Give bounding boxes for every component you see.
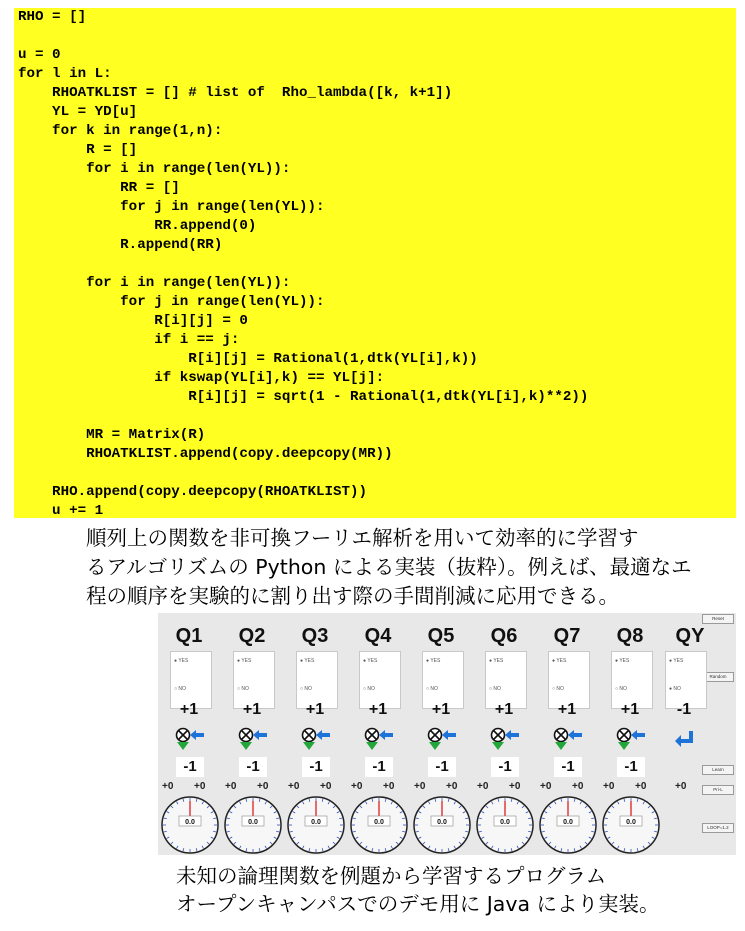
no-label: NO (178, 686, 186, 692)
reset-button[interactable]: Reset (702, 614, 734, 624)
zero-label: +0 (446, 781, 458, 792)
no-label: NO (556, 686, 564, 692)
yes-label: YES (304, 658, 315, 664)
code-line (18, 464, 736, 483)
output-column (659, 613, 721, 855)
gauge-value: 0.0 (374, 819, 384, 826)
code-block (14, 8, 736, 518)
yes-label: YES (367, 658, 378, 664)
yes-radio[interactable] (300, 658, 314, 664)
radio-circle-icon: ○ (615, 686, 620, 692)
zero-label: +0 (194, 781, 206, 792)
caption-line: るアルゴリズムの Python による実装（抜粋）。例えば、最適なエ (86, 555, 692, 579)
yes-label: YES (493, 658, 504, 664)
question-label: Q6 (490, 625, 518, 647)
xor-gate-icon[interactable] (489, 727, 523, 751)
question-label: Q1 (175, 625, 203, 647)
code-line: RR = [] (18, 180, 180, 196)
caption-python (86, 524, 736, 611)
code-line: R = [] (18, 142, 138, 158)
yes-label: YES (178, 658, 189, 664)
question-label: Q3 (301, 625, 329, 647)
caption-line: 程の順序を実験的に割り出す際の手間削減に応用できる。 (86, 584, 619, 608)
radio-circle-icon: ○ (363, 686, 368, 692)
return-arrow-icon (673, 729, 697, 749)
zero-label: +0 (603, 781, 615, 792)
radio-circle-icon: ○ (426, 686, 431, 692)
no-radio[interactable] (552, 686, 564, 692)
radio-dot-icon: ● (615, 658, 620, 664)
radio-dot-icon: ● (669, 686, 674, 692)
code-line: RR.append(0) (18, 218, 257, 234)
radio-dot-icon: ● (174, 658, 179, 664)
plus-weight: +1 (242, 701, 262, 718)
code-line (18, 407, 736, 426)
radio-circle-icon: ○ (489, 686, 494, 692)
yes-label: YES (241, 658, 252, 664)
minus-weight: -1 (428, 757, 456, 777)
zero-label: +0 (572, 781, 584, 792)
no-radio[interactable] (300, 686, 312, 692)
question-column (158, 613, 220, 855)
yes-label: YES (430, 658, 441, 664)
code-line: for i in range(len(YL)): (18, 275, 291, 291)
xor-gate-icon[interactable] (237, 727, 271, 751)
code-line: RHO.append(copy.deepcopy(RHOATKLIST)) (18, 484, 368, 500)
question-column (536, 613, 598, 855)
code-line: u = 0 (18, 47, 61, 63)
radio-dot-icon: ● (300, 658, 305, 664)
code-line: for l in L: (18, 66, 112, 82)
yes-label: YES (619, 658, 630, 664)
code-line: RHO = [] (18, 9, 87, 25)
xor-gate-icon[interactable] (552, 727, 586, 751)
no-label: NO (304, 686, 312, 692)
question-column (473, 613, 535, 855)
zero-label: +0 (351, 781, 363, 792)
code-line: if kswap(YL[i],k) == YL[j]: (18, 370, 385, 386)
zero-label: +0 (540, 781, 552, 792)
print-button[interactable]: Pri-L (702, 785, 734, 795)
xor-gate-icon[interactable] (300, 727, 334, 751)
zero-label: +0 (635, 781, 647, 792)
no-radio[interactable] (489, 686, 501, 692)
question-column (347, 613, 409, 855)
question-column (221, 613, 283, 855)
output-weight: -1 (676, 701, 692, 718)
caption-line: 順列上の関数を非可換フーリエ解析を用いて効率的に学習す (86, 526, 639, 550)
yes-label: YES (556, 658, 567, 664)
minus-weight: -1 (617, 757, 645, 777)
no-label: NO (619, 686, 627, 692)
code-line: R.append(RR) (18, 237, 223, 253)
radio-dot-icon: ● (237, 658, 242, 664)
xor-gate-icon[interactable] (615, 727, 649, 751)
question-column (599, 613, 661, 855)
plus-weight: +1 (179, 701, 199, 718)
gauge-value: 0.0 (248, 819, 258, 826)
yes-radio[interactable] (237, 658, 251, 664)
zero-label: +0 (477, 781, 489, 792)
question-label: Q5 (427, 625, 455, 647)
gauge-value: 0.0 (311, 819, 321, 826)
xor-gate-icon[interactable] (174, 727, 208, 751)
question-label: Q8 (616, 625, 644, 647)
question-label: Q2 (238, 625, 266, 647)
yes-radio[interactable] (552, 658, 566, 664)
plus-weight: +1 (620, 701, 640, 718)
yes-label: YES (673, 658, 684, 664)
loop-button[interactable]: LOOP=1.2 (702, 823, 734, 833)
minus-weight: -1 (302, 757, 330, 777)
zero-label: +0 (675, 781, 687, 792)
no-radio[interactable] (426, 686, 438, 692)
yes-radio[interactable] (669, 658, 683, 664)
zero-label: +0 (320, 781, 332, 792)
no-radio[interactable] (615, 686, 627, 692)
code-line: R[i][j] = Rational(1,dtk(YL[i],k)) (18, 351, 478, 367)
caption-line: オープンキャンパスでのデモ用に Java により実装。 (176, 892, 660, 916)
code-line: R[i][j] = 0 (18, 313, 248, 329)
radio-dot-icon: ● (363, 658, 368, 664)
output-label: QY (675, 625, 705, 647)
code-line: for j in range(len(YL)): (18, 294, 325, 310)
plus-weight: +1 (557, 701, 577, 718)
code-line: for k in range(1,n): (18, 123, 223, 139)
demo-app-window (158, 613, 736, 855)
code-line: R[i][j] = sqrt(1 - Rational(1,dtk(YL[i],k)**2)) (18, 389, 589, 405)
zero-label: +0 (383, 781, 395, 792)
gauge-value: 0.0 (563, 819, 573, 826)
code-line: MR = Matrix(R) (18, 427, 206, 443)
gauge-value: 0.0 (500, 819, 510, 826)
question-label: Q4 (364, 625, 392, 647)
code-line: u += 1 (18, 503, 104, 518)
radio-circle-icon: ○ (300, 686, 305, 692)
code-text (14, 8, 736, 518)
random-button[interactable]: Random (702, 672, 734, 682)
gauge-value: 0.0 (626, 819, 636, 826)
radio-dot-icon: ● (426, 658, 431, 664)
radio-circle-icon: ○ (237, 686, 242, 692)
yes-radio[interactable] (363, 658, 377, 664)
question-column (284, 613, 346, 855)
no-label: NO (367, 686, 375, 692)
minus-weight: -1 (365, 757, 393, 777)
plus-weight: +1 (494, 701, 514, 718)
zero-label: +0 (257, 781, 269, 792)
code-line: RHOATKLIST.append(copy.deepcopy(MR)) (18, 446, 393, 462)
plus-weight: +1 (431, 701, 451, 718)
code-line: YL = YD[u] (18, 104, 138, 120)
xor-gate-icon[interactable] (363, 727, 397, 751)
minus-weight: -1 (176, 757, 204, 777)
caption-java (176, 862, 736, 918)
plus-weight: +1 (368, 701, 388, 718)
radio-dot-icon: ● (552, 658, 557, 664)
question-column (410, 613, 472, 855)
no-radio[interactable] (669, 686, 681, 692)
gauge-value: 0.0 (437, 819, 447, 826)
code-line (18, 255, 736, 274)
yes-radio[interactable] (426, 658, 440, 664)
radio-circle-icon: ○ (552, 686, 557, 692)
no-label: NO (241, 686, 249, 692)
radio-dot-icon: ● (489, 658, 494, 664)
no-radio[interactable] (237, 686, 249, 692)
zero-label: +0 (288, 781, 300, 792)
no-label: NO (493, 686, 501, 692)
no-label: NO (673, 686, 681, 692)
learn-button[interactable]: Learn (702, 765, 734, 775)
no-label: NO (430, 686, 438, 692)
no-radio[interactable] (174, 686, 186, 692)
xor-gate-icon[interactable] (426, 727, 460, 751)
zero-label: +0 (509, 781, 521, 792)
code-line: if i == j: (18, 332, 240, 348)
caption-line: 未知の論理関数を例題から学習するプログラム (176, 864, 607, 888)
zero-label: +0 (225, 781, 237, 792)
minus-weight: -1 (239, 757, 267, 777)
code-line (18, 27, 736, 46)
zero-label: +0 (162, 781, 174, 792)
yes-radio[interactable] (615, 658, 629, 664)
code-line: RHOATKLIST = [] # list of Rho_lambda([k, k+1]) (18, 85, 453, 101)
yes-radio[interactable] (174, 658, 188, 664)
code-line: for j in range(len(YL)): (18, 199, 325, 215)
minus-weight: -1 (554, 757, 582, 777)
minus-weight: -1 (491, 757, 519, 777)
plus-weight: +1 (305, 701, 325, 718)
gauge-value: 0.0 (185, 819, 195, 826)
question-label: Q7 (553, 625, 581, 647)
yes-radio[interactable] (489, 658, 503, 664)
code-line: for i in range(len(YL)): (18, 161, 291, 177)
radio-dot-icon: ● (669, 658, 674, 664)
no-radio[interactable] (363, 686, 375, 692)
zero-label: +0 (414, 781, 426, 792)
radio-circle-icon: ○ (174, 686, 179, 692)
